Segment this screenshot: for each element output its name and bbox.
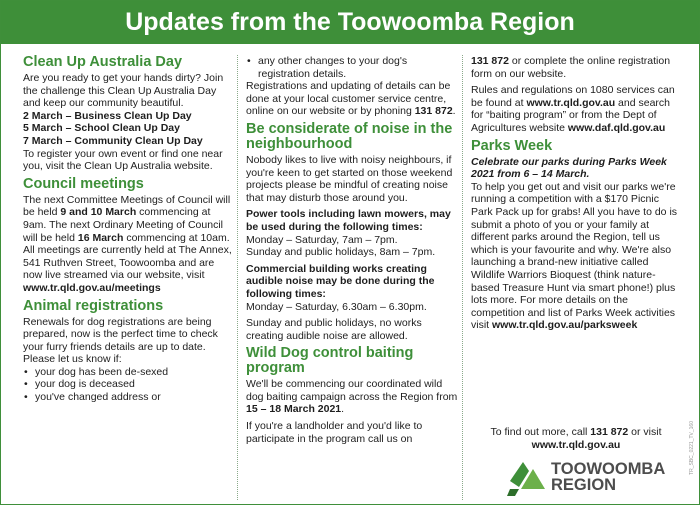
council-heading: Council meetings [23, 175, 144, 192]
document-code: TR_SBC_0221_TV_160 [689, 421, 695, 475]
clean-up-intro: Are you ready to get your hands dirty? Join the challenge this Clean Up Australia Day and keep our community beautiful. [23, 72, 224, 110]
power-tools-time: Sunday and public holidays, 8am – 7pm. [246, 246, 436, 259]
footer-contact: To find out more, call 131 872 or visit www.tr.qld.gov.au [490, 426, 662, 451]
list-item: • you've changed address or [33, 391, 235, 404]
column-divider [462, 55, 463, 500]
logo-mark-icon [507, 459, 547, 497]
clean-up-register: To register your own event or find one near you, visit the Clean Up Australia website. [23, 147, 223, 173]
parks-subheading: Celebrate our parks during Parks Week 2021 from 6 – 14 March. [471, 155, 667, 181]
power-tools-heading: Power tools including lawn mowers, may be used during the following times: [246, 208, 451, 233]
list-item: • your dog is deceased [33, 378, 235, 391]
noise-heading: Be considerate of noise in the neighbourhood [246, 120, 453, 152]
wild-dog-rules: Rules and regulations on 1080 services can be found at www.tr.qld.gov.au and search for “baiting program” or from the Dept of Agricultures website www.daf.qld.gov.au [471, 84, 675, 134]
wild-dog-participate-continued: 131 872 or complete the online registration form on our website. [471, 55, 671, 80]
building-works-note: Sunday and public holidays, no works creating audible noise are allowed. [246, 317, 422, 342]
building-works-heading: Commercial building works creating audible noise may be done during the following times: [246, 262, 435, 300]
wild-dog-participate: If you're a landholder and you'd like to participate in the program call us on [246, 420, 423, 445]
list-item: • your dog has been de-sexed [33, 366, 235, 379]
building-works-time: Monday – Saturday, 6.30am – 6.30pm. [246, 300, 427, 313]
parksweek-link[interactable]: www.tr.qld.gov.au/parksweek [492, 319, 638, 332]
logo-text: TOOWOOMBA REGION [551, 460, 666, 494]
clean-up-date: 2 March – Business Clean Up Day [23, 109, 192, 122]
clean-up-date: 7 March – Community Clean Up Day [23, 134, 203, 147]
column-3 [471, 55, 683, 336]
column-divider [237, 55, 238, 500]
wild-dog-heading: Wild Dog control baiting program [246, 345, 414, 377]
animal-list [23, 366, 235, 404]
parks-text: To help you get out and visit our parks we're running a competition with a $170 Picnic Park Pack up for grabs! All you have to do is submit a photo of you or your family at different parks around the Region, tell us which is your favourite and why. We're also launching a brand-new initiative called Wildlife Warriors Bioquest (think nature-based Treasure Hunt via smart phone!) plus lots more. For more details on the competition and list of Parks Week activities visit www.tr.qld.gov.au/parksweek [471, 180, 678, 332]
power-tools-time: Monday – Saturday, 7am – 7pm. [246, 233, 398, 246]
page-title: Updates from the Toowoomba Region [1, 1, 699, 44]
animal-list-continued [246, 55, 458, 80]
noise-intro: Nobody likes to live with noisy neighbours, if you're keen to get started on those weekend projects please be mindful of creating noise that may disturb those around you. [246, 153, 453, 204]
council-text: The next Committee Meetings of Council will be held 9 and 10 March commencing at 9am. The next Ordinary Meeting of Council will be held 16 March commencing at 10am. All meetings are currently held at The Annex, 541 Ruthven Street, Toowoomba and are now live streamed via our website, visit www.tr.qld.gov.au/meetings [23, 193, 232, 294]
column-2 [246, 55, 458, 445]
animal-heading: Animal registrations [23, 297, 164, 314]
meetings-link[interactable]: www.tr.qld.gov.au/meetings [23, 281, 161, 294]
wild-dog-intro: We'll be commencing our coordinated wild dog baiting campaign across the Region from 15 – 18 March 2021. [246, 378, 458, 416]
clean-up-heading: Clean Up Australia Day [23, 54, 183, 70]
list-item: • any other changes to your dog's registration details. [256, 55, 458, 80]
toowoomba-region-logo [507, 459, 687, 499]
animal-registration-text: Registrations and updating of details can be done at your local customer service centre, online on our website or by phoning 131 872. [246, 80, 456, 118]
daf-website-link[interactable]: www.daf.qld.gov.au [567, 121, 666, 134]
column-1 [23, 55, 235, 404]
parks-heading: Parks Week [471, 137, 553, 154]
animal-intro: Renewals for dog registrations are being prepared, now is the perfect time to check your furry friends details are up to date. Please let us know if: [23, 315, 218, 366]
footer-website-link[interactable]: www.tr.qld.gov.au [531, 439, 621, 451]
council-website-link[interactable]: www.tr.qld.gov.au [526, 96, 616, 109]
clean-up-date: 5 March – School Clean Up Day [23, 122, 180, 135]
